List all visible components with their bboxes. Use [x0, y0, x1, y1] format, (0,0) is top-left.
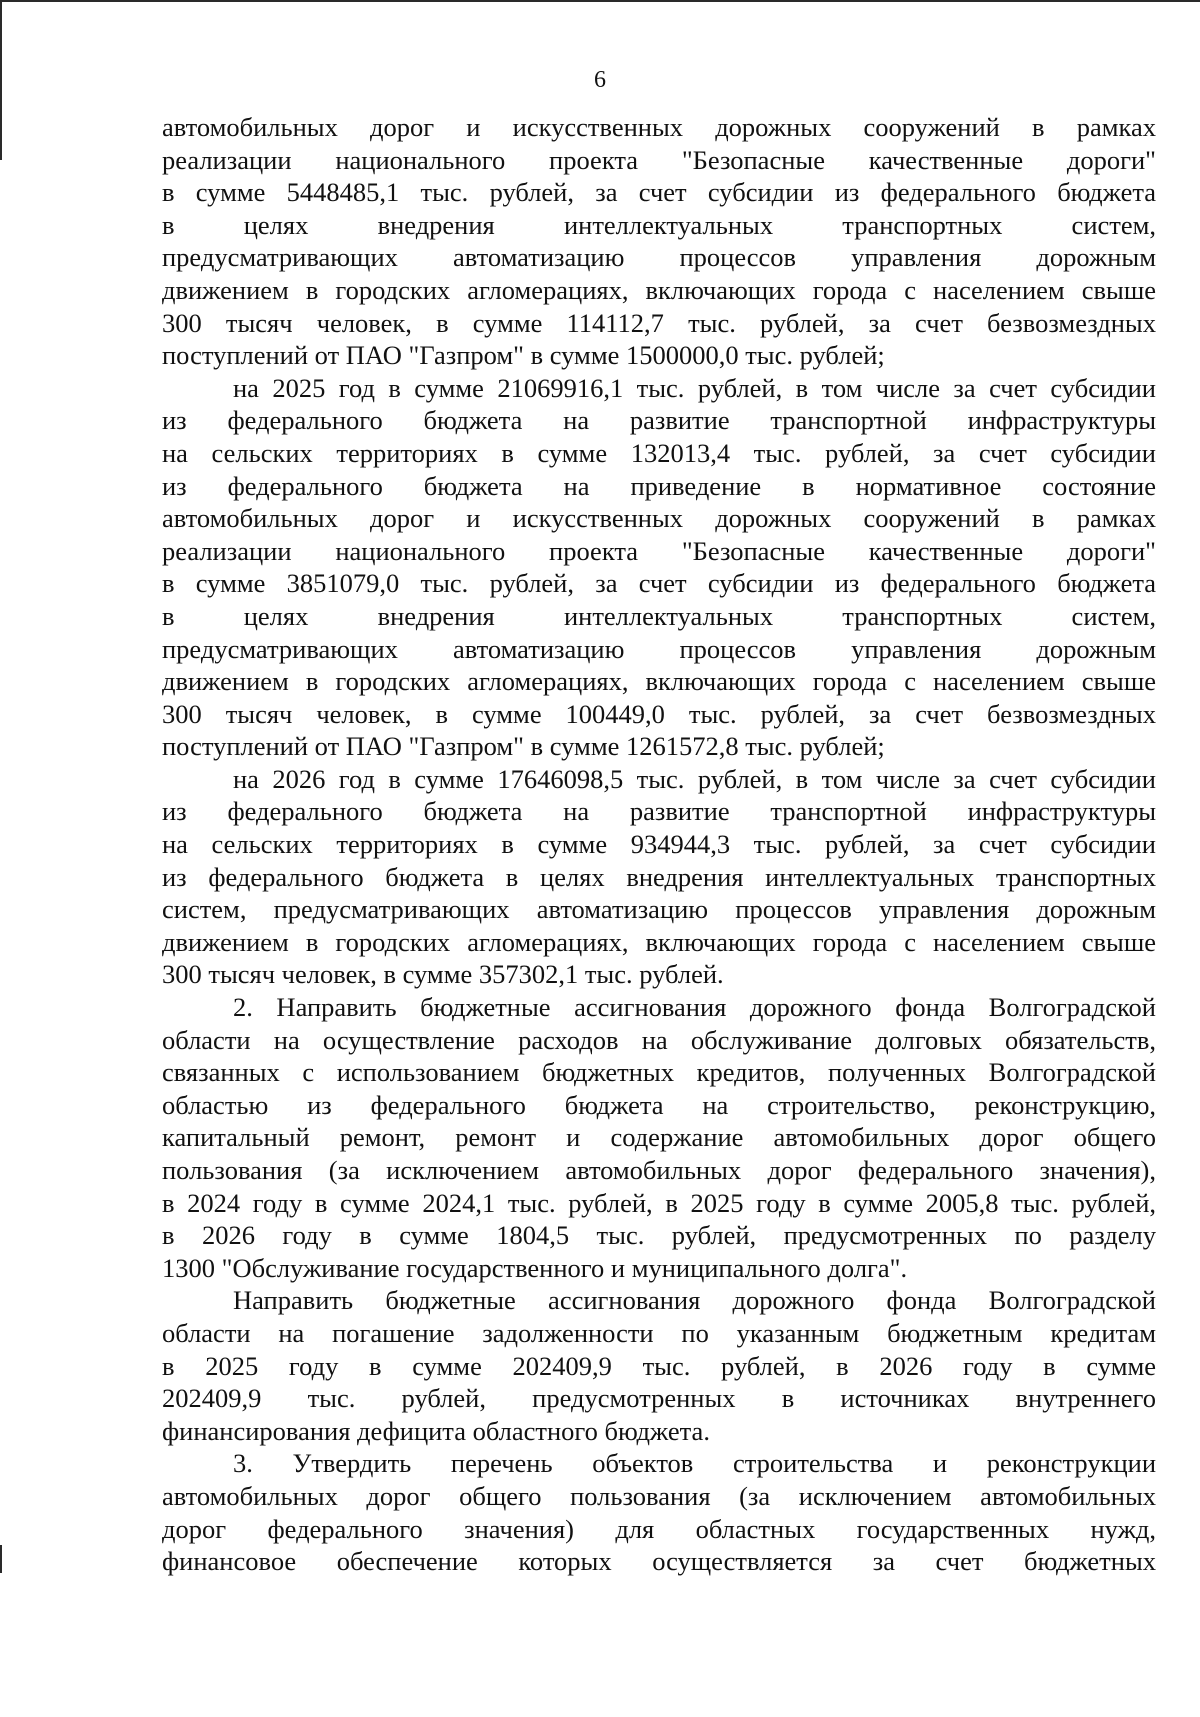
paragraph-4-line-9: 1300 "Обслуживание государственного и муниципального долга". — [162, 1252, 908, 1283]
paragraph-2-line-5: автомобильных дорог и искусственных дорожных сооружений в рамках — [162, 503, 1156, 534]
paragraph-2-line-6: реализации национального проекта "Безопасные качественные дороги" — [162, 535, 1156, 566]
paragraph-5-line-5: финансирования дефицита областного бюджета. — [162, 1415, 710, 1446]
paragraph-1-line-2: реализации национального проекта "Безопасные качественные дороги" — [162, 144, 1156, 175]
paragraph-1-line-1: автомобильных дорог и искусственных дорожных сооружений в рамках — [162, 112, 1156, 142]
paragraph-2-line-8: в целях внедрения интеллектуальных транспортных систем, — [162, 600, 1156, 631]
paragraph-2-line-11: 300 тысяч человек, в сумме 100449,0 тыс. рублей, за счет безвозмездных — [162, 698, 1156, 729]
paragraph-6-line-2: автомобильных дорог общего пользования (за исключением автомобильных — [162, 1480, 1156, 1511]
paragraph-4-line-3: связанных с использованием бюджетных кредитов, полученных Волгоградской — [162, 1057, 1156, 1088]
paragraph-1-line-4: в целях внедрения интеллектуальных транспортных систем, — [162, 209, 1156, 240]
paragraph-2-line-12: поступлений от ПАО "Газпром" в сумме 1261572,8 тыс. рублей; — [162, 731, 885, 762]
paragraph-3-line-2: из федерального бюджета на развитие транспортной инфраструктуры — [162, 796, 1156, 827]
paragraph-1-line-7: 300 тысяч человек, в сумме 114112,7 тыс. рублей, за счет безвозмездных — [162, 307, 1156, 338]
paragraph-4-line-8: в 2026 году в сумме 1804,5 тыс. рублей, предусмотренных по разделу — [162, 1220, 1156, 1251]
paragraph-3-line-7: 300 тысяч человек, в сумме 357302,1 тыс. рублей. — [162, 959, 724, 990]
paragraph-3-line-6: движением в городских агломерациях, включающих города с населением свыше — [162, 926, 1156, 957]
paragraph-4-line-7: в 2024 году в сумме 2024,1 тыс. рублей, в 2025 году в сумме 2005,8 тыс. рублей, — [162, 1187, 1156, 1218]
paragraph-2-line-10: движением в городских агломерациях, включающих города с населением свыше — [162, 666, 1156, 697]
paragraph-2-line-3: на сельских территориях в сумме 132013,4 тыс. рублей, за счет субсидии — [162, 437, 1156, 468]
paragraph-1-line-3: в сумме 5448485,1 тыс. рублей, за счет субсидии из федерального бюджета — [162, 177, 1156, 208]
paragraph-5-line-4: 202409,9 тыс. рублей, предусмотренных в источниках внутреннего — [162, 1383, 1156, 1414]
paragraph-6-line-1: 3. Утвердить перечень объектов строительства и реконструкции — [233, 1448, 1156, 1479]
page-number: 6 — [594, 67, 606, 93]
scan-edge-left-mark — [0, 1545, 2, 1573]
paragraph-2-line-2: из федерального бюджета на развитие транспортной инфраструктуры — [162, 405, 1156, 436]
document-body — [162, 111, 1156, 1578]
paragraph-6-line-4: финансовое обеспечение которых осуществляется за счет бюджетных — [162, 1546, 1156, 1577]
paragraph-5-line-3: в 2025 году в сумме 202409,9 тыс. рублей, в 2026 году в сумме — [162, 1350, 1156, 1381]
paragraph-5-line-1: Направить бюджетные ассигнования дорожного фонда Волгоградской — [233, 1285, 1156, 1316]
paragraph-2-line-4: из федерального бюджета на приведение в нормативное состояние — [162, 470, 1156, 501]
paragraph-4-line-6: пользования (за исключением автомобильных дорог федерального значения), — [162, 1155, 1156, 1185]
paragraph-3-line-5: систем, предусматривающих автоматизацию процессов управления дорожным — [162, 894, 1156, 925]
paragraph-2-line-1: на 2025 год в сумме 21069916,1 тыс. рублей, в том числе за счет субсидии — [233, 372, 1156, 403]
paragraph-1-line-8: поступлений от ПАО "Газпром" в сумме 1500000,0 тыс. рублей; — [162, 340, 885, 371]
paragraph-4-line-2: области на осуществление расходов на обслуживание долговых обязательств, — [162, 1024, 1156, 1055]
paragraph-3-line-3: на сельских территориях в сумме 934944,3 тыс. рублей, за счет субсидии — [162, 829, 1156, 860]
paragraph-1-line-5: предусматривающих автоматизацию процессов управления дорожным — [162, 242, 1156, 273]
paragraph-5-line-2: области на погашение задолженности по указанным бюджетным кредитам — [162, 1317, 1156, 1348]
paragraph-2-line-7: в сумме 3851079,0 тыс. рублей, за счет субсидии из федерального бюджета — [162, 568, 1156, 599]
paragraph-6-line-3: дорог федерального значения) для областных государственных нужд, — [162, 1513, 1156, 1544]
paragraph-4-line-4: областью из федерального бюджета на строительство, реконструкцию, — [162, 1089, 1156, 1120]
paragraph-4-line-1: 2. Направить бюджетные ассигнования дорожного фонда Волгоградской — [233, 992, 1156, 1023]
paragraph-3-line-4: из федерального бюджета в целях внедрения интеллектуальных транспортных — [162, 861, 1156, 892]
paragraph-2-line-9: предусматривающих автоматизацию процессов управления дорожным — [162, 633, 1156, 664]
paragraph-4-line-5: капитальный ремонт, ремонт и содержание автомобильных дорог общего — [162, 1122, 1156, 1153]
paragraph-3-line-1: на 2026 год в сумме 17646098,5 тыс. рублей, в том числе за счет субсидии — [233, 763, 1156, 794]
scan-edge-top — [0, 0, 1200, 2]
paragraph-1-line-6: движением в городских агломерациях, включающих города с населением свыше — [162, 274, 1156, 305]
